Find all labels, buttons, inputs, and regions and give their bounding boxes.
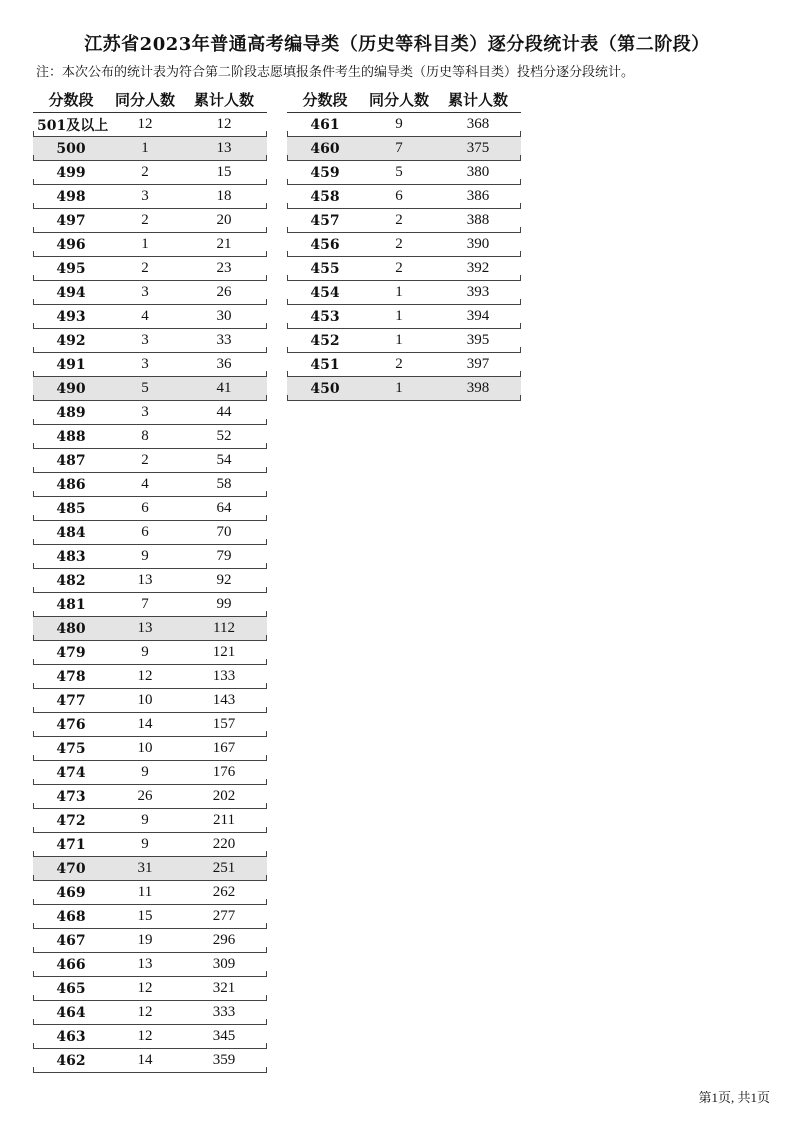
cumulative-cell: 112 <box>213 620 235 636</box>
score-cell: 456 <box>310 236 340 253</box>
same-count-cell: 8 <box>141 428 149 444</box>
score-cell: 480 <box>56 620 86 637</box>
table-row <box>33 761 267 785</box>
score-cell: 468 <box>56 908 86 925</box>
table-row <box>33 233 267 257</box>
score-cell: 454 <box>310 284 340 301</box>
score-cell: 451 <box>310 356 340 373</box>
same-count-cell: 26 <box>137 788 153 804</box>
header-same-count: 同分人数 <box>114 90 175 109</box>
table-row <box>33 113 267 137</box>
table-row <box>33 377 267 401</box>
score-cell: 486 <box>56 476 86 493</box>
cumulative-cell: 345 <box>212 1028 236 1044</box>
same-count-cell: 9 <box>141 644 149 660</box>
same-count-cell: 2 <box>141 260 149 276</box>
score-cell: 477 <box>56 692 86 709</box>
score-cell: 478 <box>56 668 86 685</box>
cumulative-cell: 202 <box>212 788 236 804</box>
same-count-cell: 13 <box>137 956 153 972</box>
same-count-cell: 6 <box>141 524 149 540</box>
score-cell: 484 <box>56 524 86 541</box>
same-count-cell: 9 <box>141 764 149 780</box>
same-count-cell: 19 <box>137 932 153 948</box>
cumulative-cell: 388 <box>466 212 490 228</box>
header-cumulative: 累计人数 <box>447 90 508 109</box>
same-count-cell: 31 <box>137 860 153 876</box>
same-count-cell: 2 <box>141 212 149 228</box>
score-cell: 490 <box>56 380 86 397</box>
same-count-cell: 9 <box>141 548 149 564</box>
score-cell: 450 <box>310 380 340 397</box>
cumulative-cell: 18 <box>216 188 232 204</box>
same-count-cell: 10 <box>137 692 153 708</box>
same-count-cell: 14 <box>137 716 153 732</box>
table-row <box>33 209 267 233</box>
cumulative-cell: 20 <box>216 212 232 228</box>
same-count-cell: 12 <box>137 980 153 996</box>
score-cell: 489 <box>56 404 86 421</box>
same-count-cell: 13 <box>137 572 153 588</box>
header-score: 分数段 <box>302 90 348 109</box>
cumulative-cell: 143 <box>212 692 236 708</box>
page-title: 江苏省2023年普通高考编导类（历史等科目类）逐分段统计表（第二阶段） <box>84 34 710 55</box>
table-row <box>33 281 267 305</box>
table-row <box>287 113 521 137</box>
score-cell: 462 <box>56 1052 86 1069</box>
cumulative-cell: 79 <box>216 548 232 564</box>
table-row <box>33 401 267 425</box>
same-count-cell: 1 <box>395 308 403 324</box>
score-cell: 455 <box>310 260 340 277</box>
cumulative-cell: 262 <box>212 884 236 900</box>
table-row <box>287 233 521 257</box>
score-cell: 481 <box>56 596 86 613</box>
score-cell: 487 <box>56 452 86 469</box>
score-cell: 463 <box>56 1028 86 1045</box>
cumulative-cell: 15 <box>216 164 232 180</box>
table-row <box>33 473 267 497</box>
cumulative-cell: 176 <box>212 764 236 780</box>
score-cell: 469 <box>56 884 86 901</box>
same-count-cell: 6 <box>395 188 403 204</box>
table-row <box>33 905 267 929</box>
same-count-cell: 12 <box>137 1004 153 1020</box>
same-count-cell: 7 <box>141 596 149 612</box>
table-row <box>287 185 521 209</box>
score-cell: 474 <box>56 764 86 781</box>
score-cell: 494 <box>56 284 86 301</box>
cumulative-cell: 380 <box>466 164 490 180</box>
cumulative-cell: 70 <box>216 524 232 540</box>
cumulative-cell: 58 <box>216 476 232 492</box>
same-count-cell: 2 <box>395 260 403 276</box>
cumulative-cell: 30 <box>216 308 232 324</box>
table-row <box>33 785 267 809</box>
same-count-cell: 9 <box>395 116 403 132</box>
cumulative-cell: 392 <box>466 260 490 276</box>
same-count-cell: 1 <box>141 140 149 156</box>
score-table-left <box>33 86 267 1073</box>
same-count-cell: 2 <box>395 212 403 228</box>
cumulative-cell: 368 <box>466 116 490 132</box>
same-count-cell: 13 <box>137 620 153 636</box>
cumulative-cell: 157 <box>212 716 236 732</box>
table-row <box>33 689 267 713</box>
table-row <box>287 353 521 377</box>
score-cell: 479 <box>56 644 86 661</box>
table-row <box>33 953 267 977</box>
score-cell: 464 <box>56 1004 86 1021</box>
table-row <box>33 185 267 209</box>
cumulative-cell: 251 <box>212 860 236 876</box>
cumulative-cell: 394 <box>466 308 490 324</box>
same-count-cell: 5 <box>141 380 149 396</box>
table-row <box>33 305 267 329</box>
table-header <box>33 86 267 113</box>
score-cell: 460 <box>310 140 340 157</box>
table-row <box>287 377 521 401</box>
table-row <box>287 257 521 281</box>
table-row <box>33 929 267 953</box>
table-row <box>287 281 521 305</box>
table-row <box>287 161 521 185</box>
table-row <box>33 593 267 617</box>
cumulative-cell: 390 <box>466 236 490 252</box>
table-row <box>33 1025 267 1049</box>
table-row <box>287 305 521 329</box>
cumulative-cell: 44 <box>216 404 232 420</box>
score-cell: 492 <box>56 332 86 349</box>
score-cell: 452 <box>310 332 340 349</box>
table-row <box>33 449 267 473</box>
cumulative-cell: 296 <box>212 932 236 948</box>
score-cell: 476 <box>56 716 86 733</box>
table-row <box>33 809 267 833</box>
score-cell: 465 <box>56 980 86 997</box>
score-cell: 497 <box>56 212 86 229</box>
table-row <box>33 569 267 593</box>
header-cumulative: 累计人数 <box>193 90 254 109</box>
table-row <box>33 737 267 761</box>
table-row <box>33 1001 267 1025</box>
table-row <box>33 521 267 545</box>
cumulative-cell: 23 <box>216 260 232 276</box>
table-row <box>33 617 267 641</box>
table-row <box>33 425 267 449</box>
score-cell: 471 <box>56 836 86 853</box>
score-cell: 461 <box>310 116 340 133</box>
table-row <box>287 209 521 233</box>
same-count-cell: 1 <box>395 332 403 348</box>
cumulative-cell: 36 <box>216 356 232 372</box>
cumulative-cell: 359 <box>212 1052 236 1068</box>
same-count-cell: 14 <box>137 1052 153 1068</box>
score-cell: 472 <box>56 812 86 829</box>
same-count-cell: 3 <box>141 284 149 300</box>
score-cell: 483 <box>56 548 86 565</box>
table-row <box>33 137 267 161</box>
same-count-cell: 2 <box>395 236 403 252</box>
cumulative-cell: 52 <box>216 428 232 444</box>
table-row <box>33 857 267 881</box>
cumulative-cell: 64 <box>216 500 232 516</box>
table-row <box>33 881 267 905</box>
cumulative-cell: 393 <box>466 284 490 300</box>
same-count-cell: 2 <box>141 452 149 468</box>
table-row <box>33 833 267 857</box>
table-header <box>287 86 521 113</box>
same-count-cell: 2 <box>395 356 403 372</box>
score-cell: 457 <box>310 212 340 229</box>
same-count-cell: 11 <box>137 884 153 900</box>
same-count-cell: 6 <box>141 500 149 516</box>
table-row <box>33 329 267 353</box>
cumulative-cell: 121 <box>212 644 236 660</box>
cumulative-cell: 321 <box>212 980 236 996</box>
table-row <box>33 977 267 1001</box>
cumulative-cell: 333 <box>212 1004 236 1020</box>
same-count-cell: 4 <box>141 308 149 324</box>
cumulative-cell: 211 <box>213 812 235 828</box>
table-row <box>287 329 521 353</box>
score-cell: 496 <box>56 236 86 253</box>
cumulative-cell: 220 <box>212 836 236 852</box>
cumulative-cell: 13 <box>216 140 232 156</box>
same-count-cell: 12 <box>137 116 153 132</box>
cumulative-cell: 92 <box>216 572 232 588</box>
same-count-cell: 1 <box>141 236 149 252</box>
same-count-cell: 1 <box>395 284 403 300</box>
score-cell: 495 <box>56 260 86 277</box>
cumulative-cell: 398 <box>466 380 490 396</box>
table-note: 注：本次公布的统计表为符合第二阶段志愿填报条件考生的编导类（历史等科目类）投档分逐分段统计。 <box>36 65 635 80</box>
cumulative-cell: 397 <box>466 356 490 372</box>
table-row <box>33 161 267 185</box>
cumulative-cell: 99 <box>216 596 232 612</box>
same-count-cell: 5 <box>395 164 403 180</box>
score-cell: 493 <box>56 308 86 325</box>
table-row <box>33 665 267 689</box>
score-table-right <box>287 86 521 401</box>
score-cell: 473 <box>56 788 86 805</box>
same-count-cell: 3 <box>141 356 149 372</box>
cumulative-cell: 12 <box>216 116 232 132</box>
table-row <box>33 353 267 377</box>
score-cell: 499 <box>56 164 86 181</box>
table-row <box>33 713 267 737</box>
score-cell: 500 <box>56 140 86 157</box>
table-row <box>33 545 267 569</box>
table-row <box>33 641 267 665</box>
page-footer: 第1页, 共1页 <box>698 1090 770 1105</box>
table-row <box>287 137 521 161</box>
header-same-count: 同分人数 <box>368 90 429 109</box>
score-cell: 458 <box>310 188 340 205</box>
same-count-cell: 4 <box>141 476 149 492</box>
score-cell: 467 <box>56 932 86 949</box>
same-count-cell: 3 <box>141 188 149 204</box>
cumulative-cell: 26 <box>216 284 232 300</box>
score-cell: 498 <box>56 188 86 205</box>
score-cell: 491 <box>56 356 86 373</box>
cumulative-cell: 277 <box>212 908 236 924</box>
same-count-cell: 3 <box>141 332 149 348</box>
cumulative-cell: 41 <box>216 380 232 396</box>
same-count-cell: 3 <box>141 404 149 420</box>
same-count-cell: 9 <box>141 812 149 828</box>
same-count-cell: 7 <box>395 140 403 156</box>
cumulative-cell: 54 <box>216 452 232 468</box>
cumulative-cell: 386 <box>466 188 490 204</box>
table-row <box>33 497 267 521</box>
cumulative-cell: 133 <box>212 668 236 684</box>
score-cell: 453 <box>310 308 340 325</box>
table-row <box>33 257 267 281</box>
score-cell: 501及以上 <box>37 117 109 134</box>
score-cell: 459 <box>310 164 340 181</box>
cumulative-cell: 395 <box>466 332 490 348</box>
cumulative-cell: 21 <box>216 236 232 252</box>
same-count-cell: 12 <box>137 1028 153 1044</box>
same-count-cell: 15 <box>137 908 153 924</box>
same-count-cell: 10 <box>137 740 153 756</box>
same-count-cell: 12 <box>137 668 153 684</box>
same-count-cell: 9 <box>141 836 149 852</box>
same-count-cell: 1 <box>395 380 403 396</box>
score-cell: 482 <box>56 572 86 589</box>
cumulative-cell: 375 <box>466 140 490 156</box>
cumulative-cell: 167 <box>212 740 236 756</box>
score-cell: 470 <box>56 860 86 877</box>
table-row <box>33 1049 267 1073</box>
header-score: 分数段 <box>48 90 94 109</box>
same-count-cell: 2 <box>141 164 149 180</box>
score-cell: 485 <box>56 500 86 517</box>
score-cell: 475 <box>56 740 86 757</box>
score-cell: 466 <box>56 956 86 973</box>
cumulative-cell: 309 <box>212 956 236 972</box>
score-cell: 488 <box>56 428 86 445</box>
cumulative-cell: 33 <box>216 332 232 348</box>
